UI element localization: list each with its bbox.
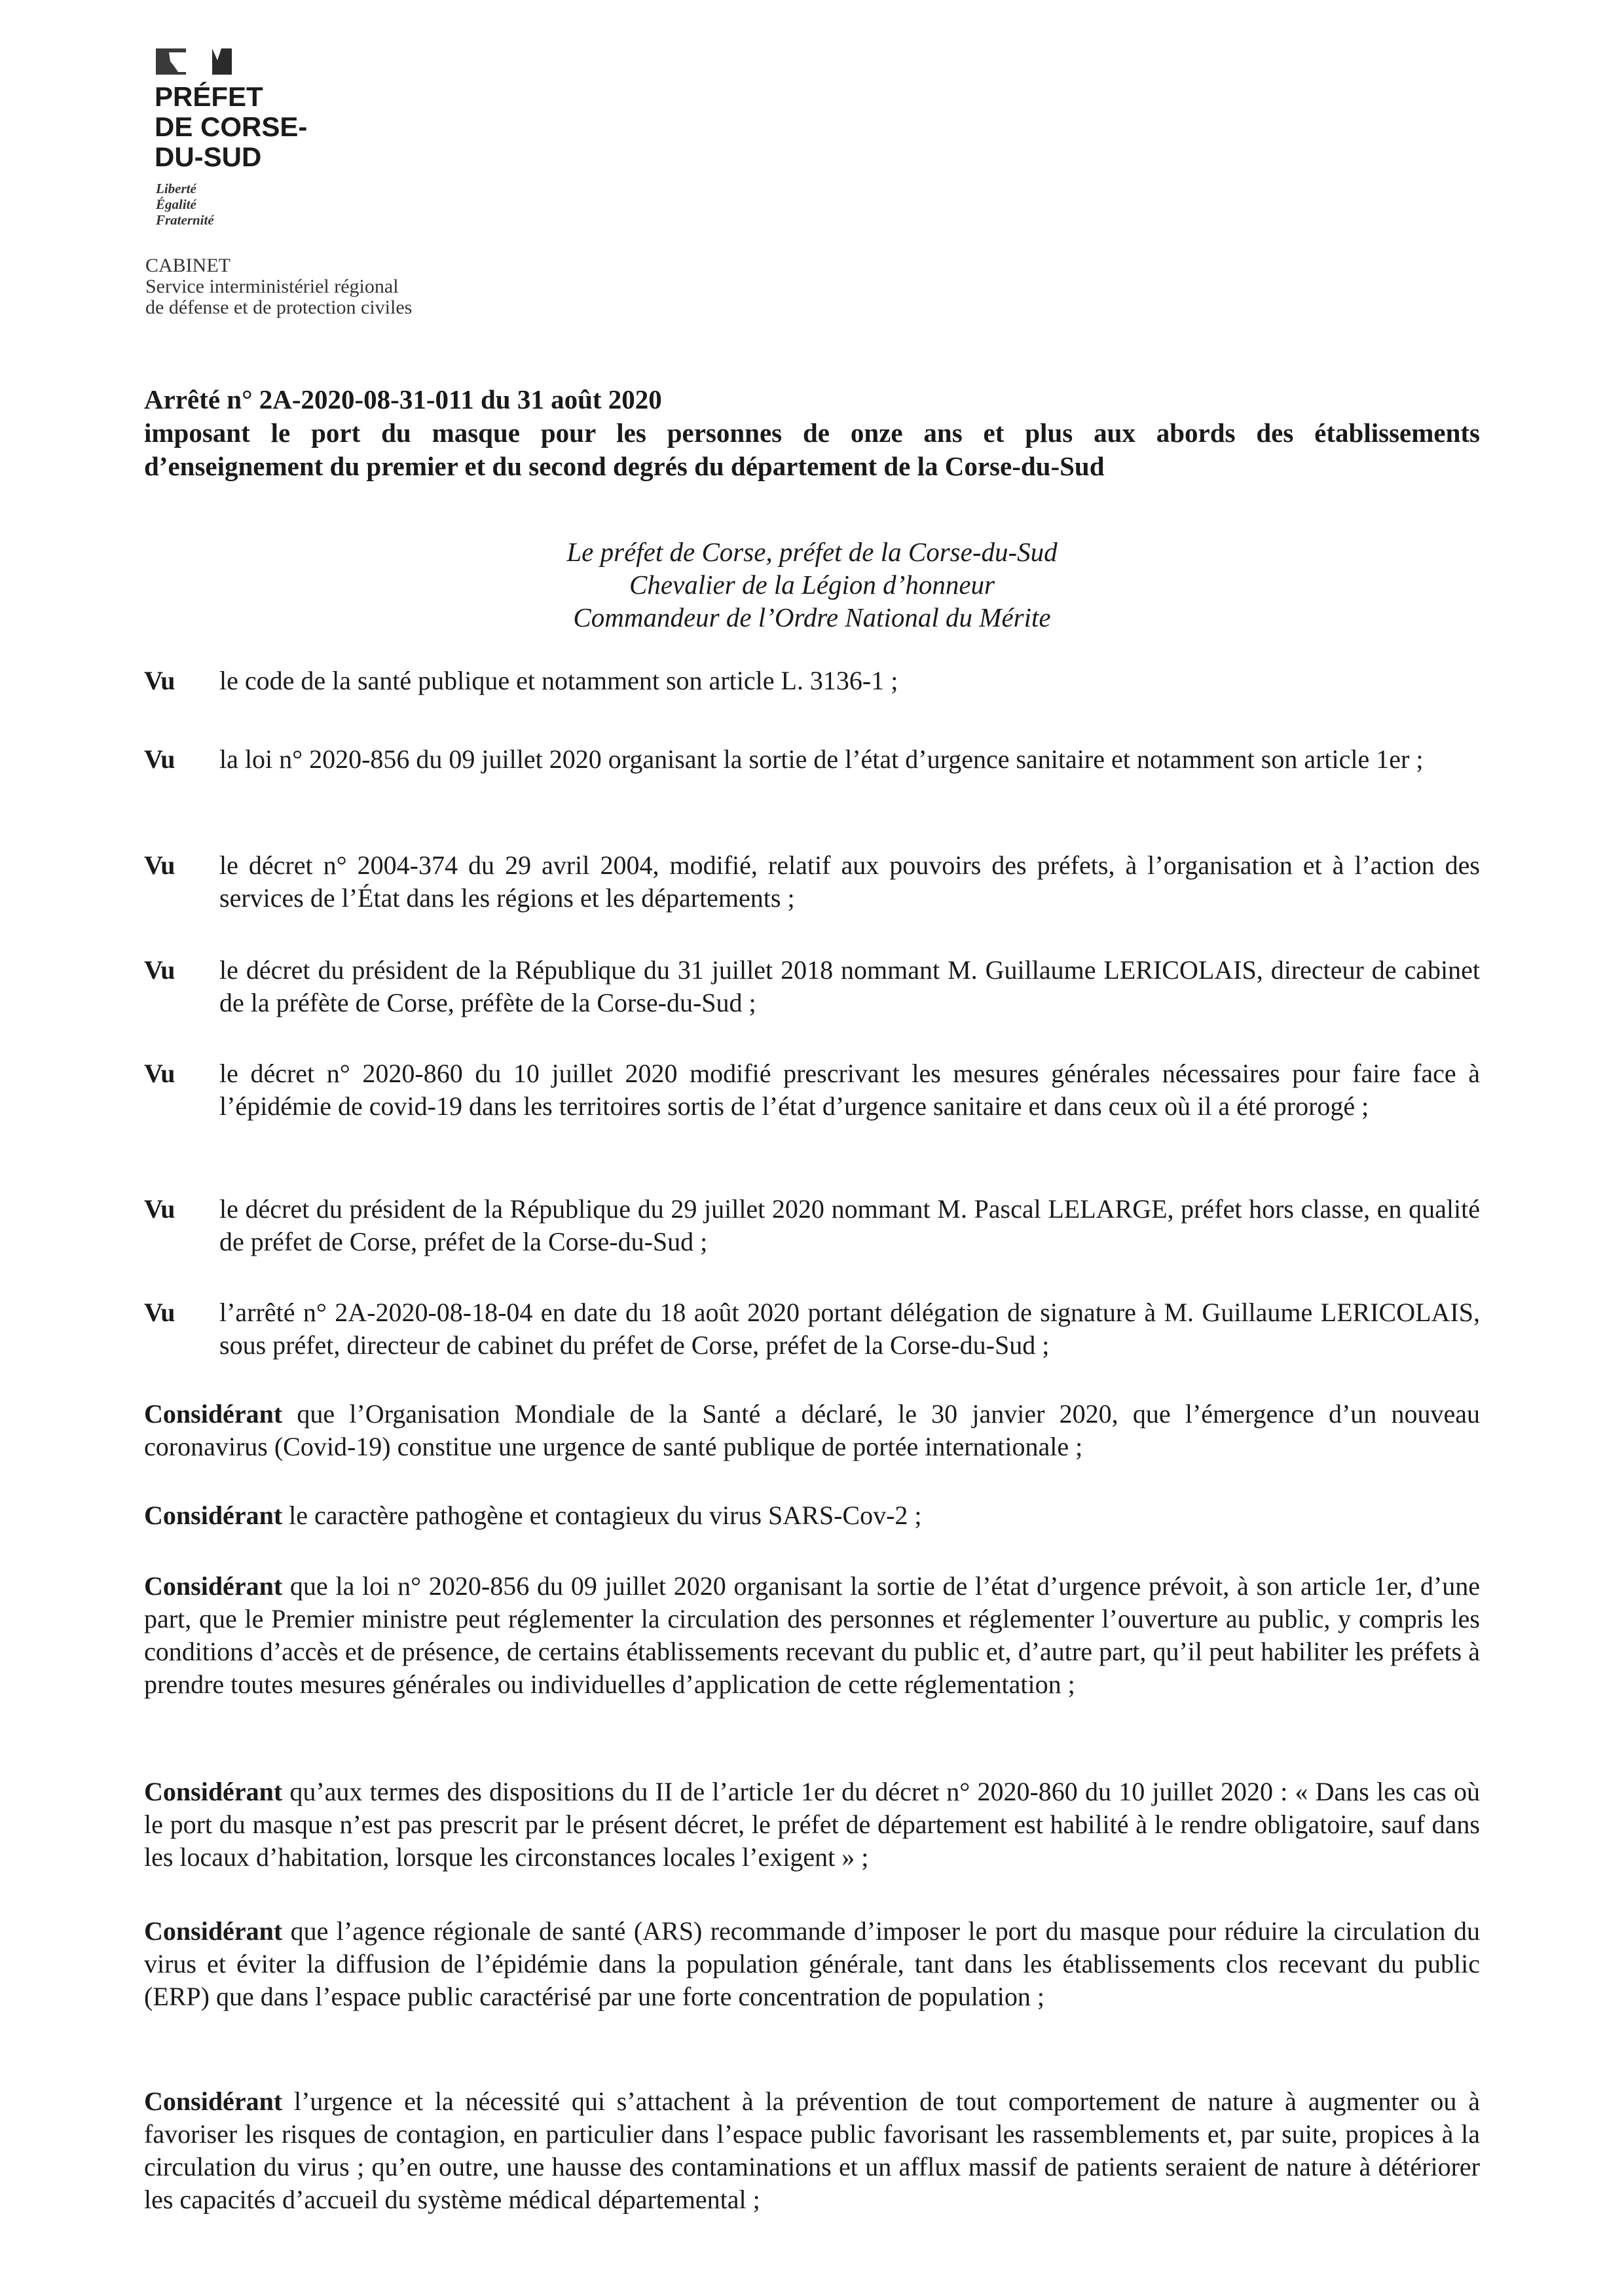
prefecture-line: DE CORSE-: [155, 111, 308, 142]
considerant-label: Considérant: [144, 1916, 283, 1946]
considerant-text: le caractère pathogène et contagieux du virus SARS-Cov-2 ;: [282, 1501, 922, 1530]
marianne-logo: [156, 46, 234, 77]
considerant-label: Considérant: [144, 1777, 283, 1806]
authority-line: Chevalier de la Légion d’honneur: [629, 570, 995, 600]
considerant-label: Considérant: [144, 1501, 283, 1530]
considerant-label: Considérant: [144, 2086, 283, 2116]
vu-clause: [144, 1193, 1480, 1258]
considerant-label: Considérant: [144, 1571, 283, 1601]
considerant-text: que l’agence régionale de santé (ARS) recommande d’imposer le port du masque pour réduire la circulation du virus et éviter la diffusion de l’épidémie dans la population générale, tant dans les établissements clos recevant du public (ERP) que dans l’espace public caractérisé par une forte concentration de population ;: [144, 1916, 1480, 2011]
vu-text: le décret n° 2020-860 du 10 juillet 2020 modifié prescrivant les mesures générales nécessaires pour faire face à l’épidémie de covid-19 dans les territoires sortis de l’état d’urgence sanitaire et dans ceux où il a été prorogé ;: [219, 1059, 1480, 1121]
considerant-clause: [144, 1398, 1480, 1463]
considerant-clause: [144, 1776, 1480, 1874]
motto-line: Fraternité: [156, 212, 214, 228]
motto-line: Égalité: [156, 196, 196, 212]
considerant-clause: [144, 1499, 1480, 1532]
service-line: CABINET: [145, 255, 231, 276]
vu-text: le code de la santé publique et notamment son article L. 3136-1 ;: [219, 666, 898, 695]
vu-label: Vu: [144, 850, 175, 880]
considerant-label: Considérant: [144, 1399, 283, 1429]
vu-clause: [144, 665, 1480, 697]
vu-clause: [144, 743, 1480, 776]
republic-motto: [156, 181, 214, 228]
decree-subject-line: imposant le port du masque pour les personnes de onze ans et plus aux abords des établissements: [144, 418, 1480, 448]
considerant-text: l’urgence et la nécessité qui s’attachent à la prévention de tout comportement de nature à augmenter ou à favoriser les risques de contagion, en particulier dans l’espace public favorisant les rassemblements et, par suite, propices à la circulation du virus ; qu’en outre, une hausse des contaminations et un afflux massif de patients seraient de nature à détériorer les capacités d’accueil du système médical départemental ;: [144, 2086, 1480, 2214]
issuing-service: [145, 255, 412, 318]
service-line: Service interministériel régional: [145, 276, 399, 297]
decree-subject-line: d’enseignement du premier et du second degrés du département de la Corse-du-Sud: [144, 451, 1105, 481]
considerant-text: qu’aux termes des dispositions du II de l’article 1er du décret n° 2020-860 du 10 juillet 2020 : « Dans les cas où le port du masque n’est pas prescrit par le présent décret, le préfet de département est habilité à le rendre obligatoire, sauf dans les locaux d’habitation, lorsque les circonstances locales l’exigent » ;: [144, 1777, 1480, 1872]
considerant-clause: [144, 2085, 1480, 2216]
vu-label: Vu: [144, 1059, 175, 1088]
vu-clause: [144, 849, 1480, 915]
vu-label: Vu: [144, 1298, 175, 1327]
vu-label: Vu: [144, 955, 175, 985]
vu-text: l’arrêté n° 2A-2020-08-18-04 en date du 18 août 2020 portant délégation de signature à M. Guillaume LERICOLAIS, sous préfet, directeur de cabinet du préfet de Corse, préfet de la Corse-du-Sud ;: [219, 1298, 1480, 1360]
considerant-clause: [144, 1915, 1480, 2013]
vu-clause: [144, 1057, 1480, 1123]
vu-label: Vu: [144, 744, 175, 774]
considerant-text: que la loi n° 2020-856 du 09 juillet 2020 organisant la sortie de l’état d’urgence prévoit, à son article 1er, d’une part, que le Premier ministre peut réglementer la circulation des personnes et réglementer l’ouverture au public, y compris les conditions d’accès et de présence, de certains établissements recevant du public et, d’autre part, qu’il peut habiliter les préfets à prendre toutes mesures générales ou individuelles d’application de cette réglementation ;: [144, 1571, 1480, 1699]
vu-clause: [144, 954, 1480, 1019]
considerant-text: que l’Organisation Mondiale de la Santé a déclaré, le 30 janvier 2020, que l’émergence d’un nouveau coronavirus (Covid-19) constitue une urgence de santé publique de portée internationale ;: [144, 1399, 1480, 1461]
vu-label: Vu: [144, 1194, 175, 1224]
decree-title: [144, 383, 1480, 483]
vu-text: le décret du président de la République du 31 juillet 2018 nommant M. Guillaume LERICOLAIS, directeur de cabinet de la préfète de Corse, préfète de la Corse-du-Sud ;: [219, 955, 1480, 1017]
vu-label: Vu: [144, 666, 175, 695]
prefecture-line: PRÉFET: [155, 81, 263, 112]
authority-line: Commandeur de l’Ordre National du Mérite: [573, 602, 1051, 632]
signing-authority: [0, 536, 1624, 634]
authority-line: Le préfet de Corse, préfet de la Corse-du-Sud: [566, 537, 1058, 567]
vu-clause: [144, 1296, 1480, 1362]
vu-text: la loi n° 2020-856 du 09 juillet 2020 organisant la sortie de l’état d’urgence sanitaire et notamment son article 1er ;: [219, 744, 1424, 774]
decree-number: Arrêté n° 2A-2020-08-31-011 du 31 août 2020: [144, 384, 662, 414]
prefecture-line: DU-SUD: [155, 141, 262, 172]
motto-line: Liberté: [156, 181, 196, 196]
considerant-clause: [144, 1570, 1480, 1701]
service-line: de défense et de protection civiles: [145, 297, 413, 318]
vu-text: le décret n° 2004-374 du 29 avril 2004, modifié, relatif aux pouvoirs des préfets, à l’organisation et à l’action des services de l’État dans les régions et les départements ;: [219, 850, 1480, 913]
vu-text: le décret du président de la République du 29 juillet 2020 nommant M. Pascal LELARGE, préfet hors classe, en qualité de préfet de Corse, préfet de la Corse-du-Sud ;: [219, 1194, 1480, 1256]
prefecture-name: [155, 82, 307, 172]
